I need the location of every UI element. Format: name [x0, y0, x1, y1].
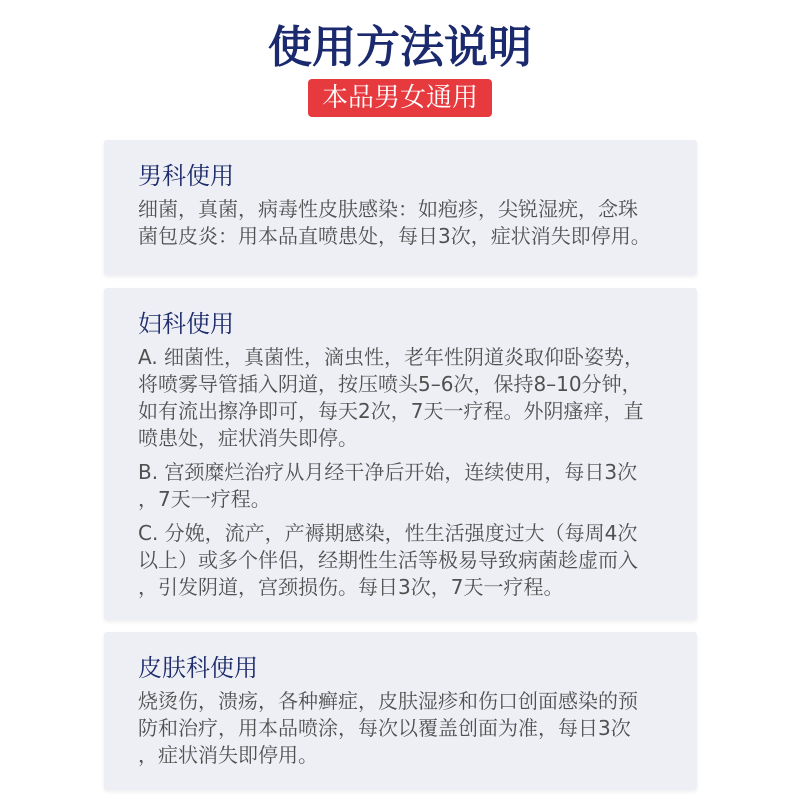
page-title: 使用方法说明	[268, 22, 532, 73]
section-heading-dermatology: 皮肤科使用	[138, 654, 258, 682]
text-line: ，7天一疗程。	[138, 487, 271, 511]
text-line: 如有流出擦净即可，每天2次，7天一疗程。外阴瘙痒，直	[138, 399, 644, 423]
card-dermatology	[104, 632, 697, 790]
text-line: 防和治疗，用本品喷涂，每次以覆盖创面为准，每日3次	[138, 716, 631, 740]
text-line: C. 分娩，流产，产褥期感染，性生活强度过大（每周4次	[138, 521, 638, 545]
text-line: 菌包皮炎：用本品直喷患处，每日3次，症状消失即停用。	[138, 224, 651, 248]
text-line: 以上）或多个伴侣，经期性生活等极易导致病菌趁虚而入	[138, 548, 638, 572]
section-heading-gynecology: 妇科使用	[138, 310, 234, 338]
text-line: ，引发阴道，宫颈损伤。每日3次，7天一疗程。	[138, 575, 564, 599]
text-line: ，症状消失即停用。	[138, 743, 318, 767]
text-line: 烧烫伤，溃疡，各种癣症，皮肤湿疹和伤口创面感染的预	[138, 689, 638, 713]
paragraph-a	[138, 344, 669, 452]
paragraph-c	[138, 520, 669, 601]
section-heading-andrology: 男科使用	[138, 162, 234, 190]
text-line: B. 宫颈糜烂治疗从月经干净后开始，连续使用，每日3次	[138, 460, 638, 484]
text-line: 将喷雾导管插入阴道，按压喷头5–6次，保持8–10分钟，	[138, 372, 642, 396]
text-line: A. 细菌性，真菌性，滴虫性，老年性阴道炎取仰卧姿势，	[138, 345, 645, 369]
text-line: 细菌，真菌，病毒性皮肤感染：如疱疹，尖锐湿疣，念珠	[138, 197, 638, 221]
card-gynecology	[104, 288, 697, 620]
paragraph-b	[138, 459, 669, 513]
text-line: 喷患处，症状消失即停。	[138, 426, 358, 450]
paragraph	[138, 688, 669, 769]
unisex-badge: 本品男女通用	[308, 79, 492, 117]
card-andrology	[104, 140, 697, 275]
paragraph	[138, 196, 669, 250]
